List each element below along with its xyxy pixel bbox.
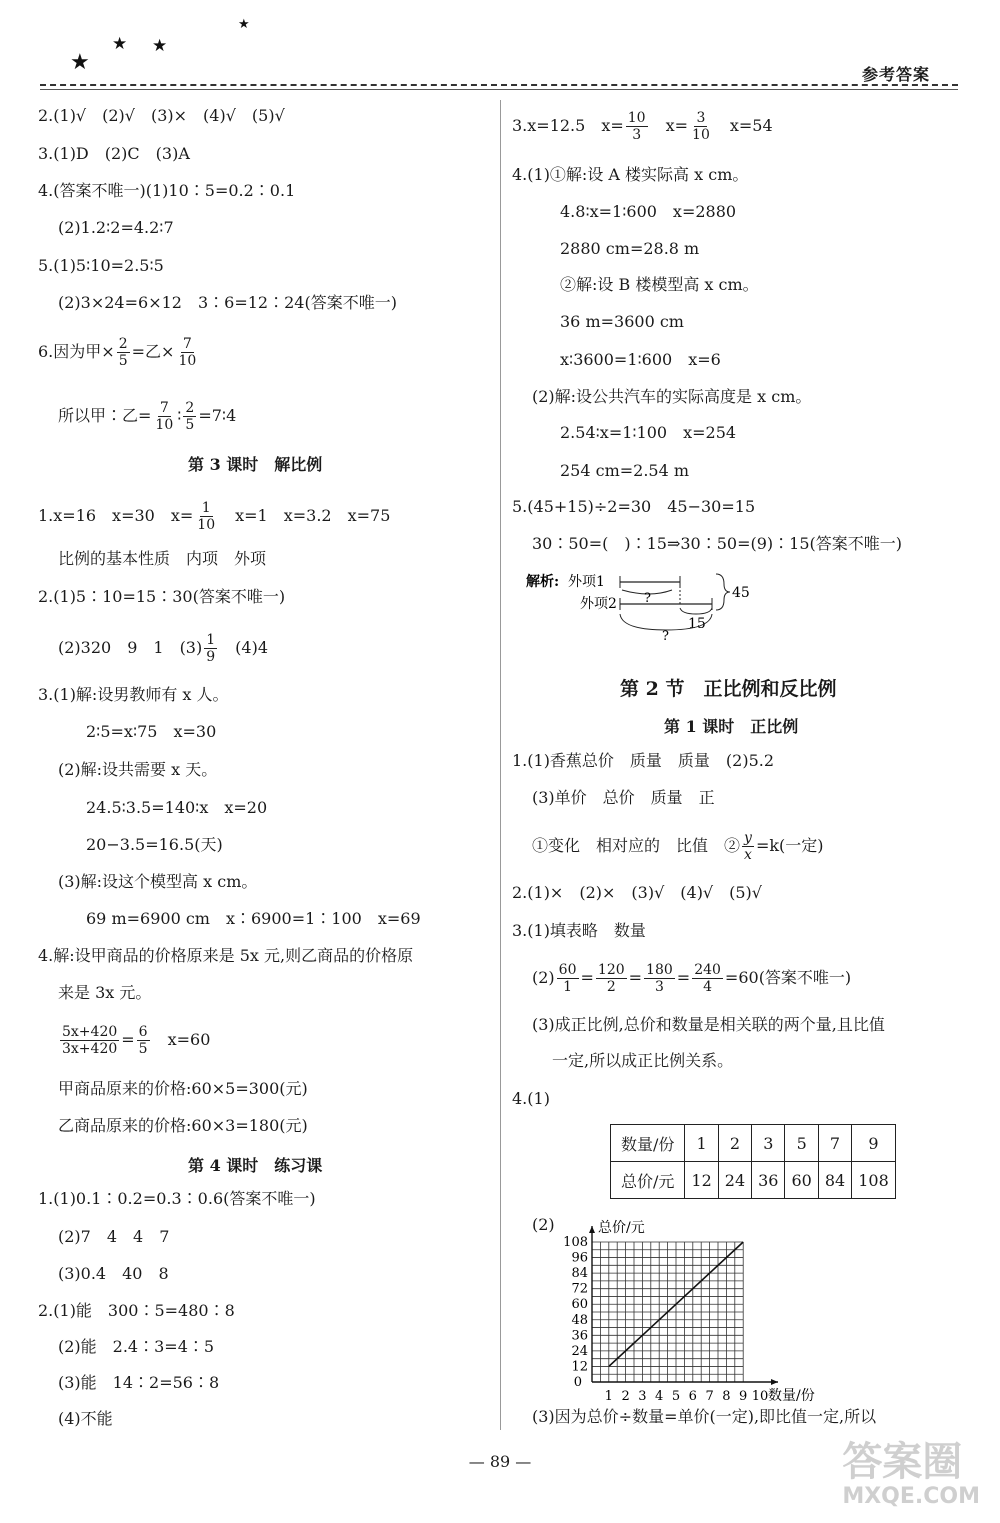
table-row [611, 1162, 896, 1199]
answer-line: 甲商品原来的价格:60×5=300(元) [58, 1079, 308, 1098]
answer-line: (2)3×24=6×12 3∶6=12∶24(答案不唯一) [58, 293, 397, 312]
answer-line: 乙商品原来的价格:60×3=180(元) [58, 1116, 308, 1135]
x-tick-label: 10 [751, 1389, 769, 1404]
column-divider [500, 100, 501, 1430]
answer-line: ②解:设 B 楼模型高 x cm。 [560, 275, 759, 294]
analysis-diagram [522, 568, 782, 640]
price-line-chart [542, 1208, 842, 1406]
table-cell: 24 [718, 1162, 751, 1199]
answer-line: 254 cm=2.54 m [560, 461, 690, 480]
section-title: 第 2 节 正比例和反比例 [620, 678, 837, 700]
answer-line: (2)320 9 1 (3) $\frac{1}{9}$ (4)4 [58, 632, 269, 665]
segment-label: 外项2 [580, 596, 617, 612]
y-tick-label: 96 [571, 1250, 588, 1266]
table-cell: 84 [818, 1162, 851, 1199]
table-cell: 36 [752, 1162, 785, 1199]
y-tick-label: 12 [571, 1359, 588, 1375]
fraction: $\frac{180}{3}$ [646, 962, 673, 995]
answer-line: 1.x=16 x=30 x= $\frac{1}{10}$ x=1 x=3.2 x=75 [38, 500, 391, 533]
answer-line: 36 m=3600 cm [560, 312, 684, 331]
star-icon: ★ [70, 50, 90, 75]
x-axis-arrow [771, 1379, 778, 1385]
fraction: $\frac{7}{10}$ [178, 336, 197, 369]
answer-line: 2.(1)× (2)× (3)√ (4)√ (5)√ [512, 883, 762, 902]
answer-line: (2)1.2∶2=4.2∶7 [58, 218, 174, 237]
table-cell: 7 [818, 1125, 851, 1162]
table-cell: 60 [785, 1162, 818, 1199]
x-tick-label: 6 [688, 1389, 697, 1404]
answer-line: ①变化 相对应的 比值 ② $\frac{y}{x}$ =k(一定) [532, 830, 824, 863]
answer-line: 1.(1)香蕉总价 质量 质量 (2)5.2 [512, 751, 775, 770]
answer-line: (2)解:设公共汽车的实际高度是 x cm。 [532, 387, 812, 406]
answer-line: x∶3600=1∶600 x=6 [560, 350, 721, 369]
table-cell: 12 [685, 1162, 718, 1199]
fraction: $\frac{6}{5}$ [138, 1024, 148, 1057]
y-axis-arrow [589, 1226, 595, 1233]
star-icon: ★ [112, 34, 128, 54]
fraction: $\frac{240}{4}$ [694, 962, 721, 995]
origin-label: 0 [573, 1375, 582, 1390]
table-cell: 1 [685, 1125, 718, 1162]
price-table [610, 1124, 896, 1199]
answer-line: (2) [532, 1215, 555, 1234]
answer-line: 所以甲∶乙= $\frac{7}{10}$ ∶ $\frac{2}{5}$ =7∶4 [58, 400, 237, 433]
fraction: $\frac{y}{x}$ [744, 830, 752, 863]
answer-line: 5.(45+15)÷2=30 45−30=15 [512, 497, 756, 516]
fraction: $\frac{2}{5}$ [185, 400, 195, 433]
y-tick-label: 60 [571, 1297, 588, 1313]
answer-line: 2.(1)能 300∶5=480∶8 [38, 1301, 235, 1320]
table-header-cell: 总价/元 [611, 1162, 685, 1199]
y-tick-label: 108 [563, 1235, 588, 1250]
table-cell: 3 [752, 1125, 785, 1162]
fraction: $\frac{120}{2}$ [597, 962, 625, 995]
star-icon: ★ [152, 36, 168, 56]
question-mark: ? [662, 629, 669, 640]
answer-line: 4.8∶x=1∶600 x=2880 [560, 202, 737, 221]
answer-line: 2.54∶x=1∶100 x=254 [560, 423, 737, 442]
y-tick-label: 36 [571, 1328, 588, 1344]
fraction: $\frac{1}{10}$ [197, 500, 216, 533]
fraction: $\frac{2}{5}$ [118, 336, 128, 369]
answer-line: (3)0.4 40 8 [58, 1264, 169, 1283]
y-tick-label: 24 [571, 1343, 588, 1359]
answer-line: (4)不能 [58, 1409, 113, 1428]
answer-line: 2880 cm=28.8 m [560, 239, 700, 258]
value-label: 15 [688, 616, 706, 632]
y-tick-label: 84 [571, 1266, 588, 1282]
answer-line: 4.(1)①解:设 A 楼实际高 x cm。 [512, 165, 749, 184]
analysis-label: 解析: [526, 574, 560, 590]
table-cell: 5 [785, 1125, 818, 1162]
fraction: $\frac{7}{10}$ [155, 400, 174, 433]
table-row [611, 1125, 896, 1162]
answer-line: 2∶5=x∶75 x=30 [86, 722, 217, 741]
question-mark: ? [644, 591, 651, 606]
fraction: $\frac{3}{10}$ [692, 110, 710, 143]
section-title: 第 4 课时 练习课 [188, 1156, 323, 1175]
x-tick-label: 5 [671, 1389, 681, 1404]
answer-line: (2) $\frac{60}{1}$ = $\frac{120}{2}$ = $\frac{180}{3}$ = $\frac{240}{4}$ =60(答案不唯一) [532, 962, 852, 995]
answer-line: 24.5∶3.5=140∶x x=20 [86, 798, 268, 817]
page-number: — 89 — [468, 1452, 532, 1471]
table-cell: 9 [852, 1125, 896, 1162]
answer-line: 6.因为甲× $\frac{2}{5}$ =乙× $\frac{7}{10}$ [38, 336, 197, 369]
header-divider [40, 84, 958, 86]
y-axis-title: 总价/元 [598, 1220, 645, 1236]
answer-line: (2)解:设共需要 x 天。 [58, 760, 218, 779]
answer-line: $\frac{5x+420}{3x+420}$ = $\frac{6}{5}$ x=60 [62, 1024, 211, 1057]
answer-line: (3)能 14∶2=56∶8 [58, 1373, 220, 1392]
answer-line: 5.(1)5∶10=2.5∶5 [38, 256, 164, 275]
answer-line: 比例的基本性质 内项 外项 [58, 549, 267, 568]
fraction: $\frac{1}{9}$ [206, 632, 216, 665]
answer-line: (2)7 4 4 7 [58, 1227, 170, 1246]
y-tick-label: 48 [571, 1312, 588, 1328]
answer-line: 4.(1) [512, 1089, 550, 1108]
x-tick-label: 7 [705, 1389, 714, 1404]
table-cell: 2 [718, 1125, 751, 1162]
star-icon: ★ [238, 17, 250, 32]
x-tick-label: 9 [739, 1389, 748, 1404]
answer-line: 3.(1)D (2)C (3)A [38, 144, 190, 163]
answer-line: (3)因为总价÷数量=单价(一定),即比值一定,所以 [532, 1407, 877, 1426]
y-tick-label: 72 [571, 1281, 588, 1297]
answer-line: 30∶50=( )∶15⇒30∶50=(9)∶15(答案不唯一) [532, 534, 903, 553]
answer-line: 69 m=6900 cm x∶6900=1∶100 x=69 [86, 909, 421, 928]
x-axis-title: 数量/份 [768, 1388, 815, 1404]
watermark: 答案圈 MXQE.COM [842, 1439, 980, 1509]
answer-line: 3.(1)解:设男教师有 x 人。 [38, 685, 229, 704]
answer-line: (3)解:设这个模型高 x cm。 [58, 872, 258, 891]
answer-line: 3.x=12.5 x= $\frac{10}{3}$ x= $\frac{3}{10}$ x=54 [512, 110, 773, 143]
x-tick-label: 8 [722, 1389, 731, 1404]
answer-line: 2.(1)5∶10=15∶30(答案不唯一) [38, 587, 286, 606]
answer-line: 一定,所以成正比例关系。 [552, 1051, 734, 1070]
answer-line: 来是 3x 元。 [58, 983, 152, 1002]
fraction: $\frac{60}{1}$ [558, 962, 577, 995]
answer-line: (2)能 2.4∶3=4∶5 [58, 1337, 215, 1356]
x-tick-label: 3 [638, 1389, 647, 1404]
table-cell: 108 [852, 1162, 896, 1199]
value-label: 45 [732, 585, 750, 601]
answer-line: 3.(1)填表略 数量 [512, 921, 646, 940]
answer-line: 20−3.5=16.5(天) [86, 835, 223, 854]
header-title: 参考答案 [861, 65, 930, 84]
section-subtitle: 第 1 课时 正比例 [664, 717, 799, 736]
table-header-cell: 数量/份 [611, 1125, 685, 1162]
x-tick-label: 1 [604, 1389, 613, 1404]
answer-line: 4.(答案不唯一)(1)10∶5=0.2∶0.1 [38, 181, 296, 200]
header-divider [40, 89, 958, 90]
answer-line: 2.(1)√ (2)√ (3)× (4)√ (5)√ [38, 106, 285, 125]
fraction: $\frac{5x+420}{3x+420}$ [62, 1024, 118, 1057]
answer-line: 4.解:设甲商品的价格原来是 5x 元,则乙商品的价格原 [38, 946, 414, 965]
answer-line: (3)成正比例,总价和数量是相关联的两个量,且比值 [532, 1015, 885, 1034]
x-tick-label: 4 [655, 1389, 664, 1404]
fraction: $\frac{10}{3}$ [627, 110, 646, 143]
answer-line: 1.(1)0.1∶0.2=0.3∶0.6(答案不唯一) [38, 1189, 316, 1208]
segment-label: 外项1 [568, 574, 605, 590]
section-title: 第 3 课时 解比例 [188, 455, 323, 474]
x-tick-label: 2 [621, 1389, 630, 1404]
answer-line: (3)单价 总价 质量 正 [532, 788, 715, 807]
